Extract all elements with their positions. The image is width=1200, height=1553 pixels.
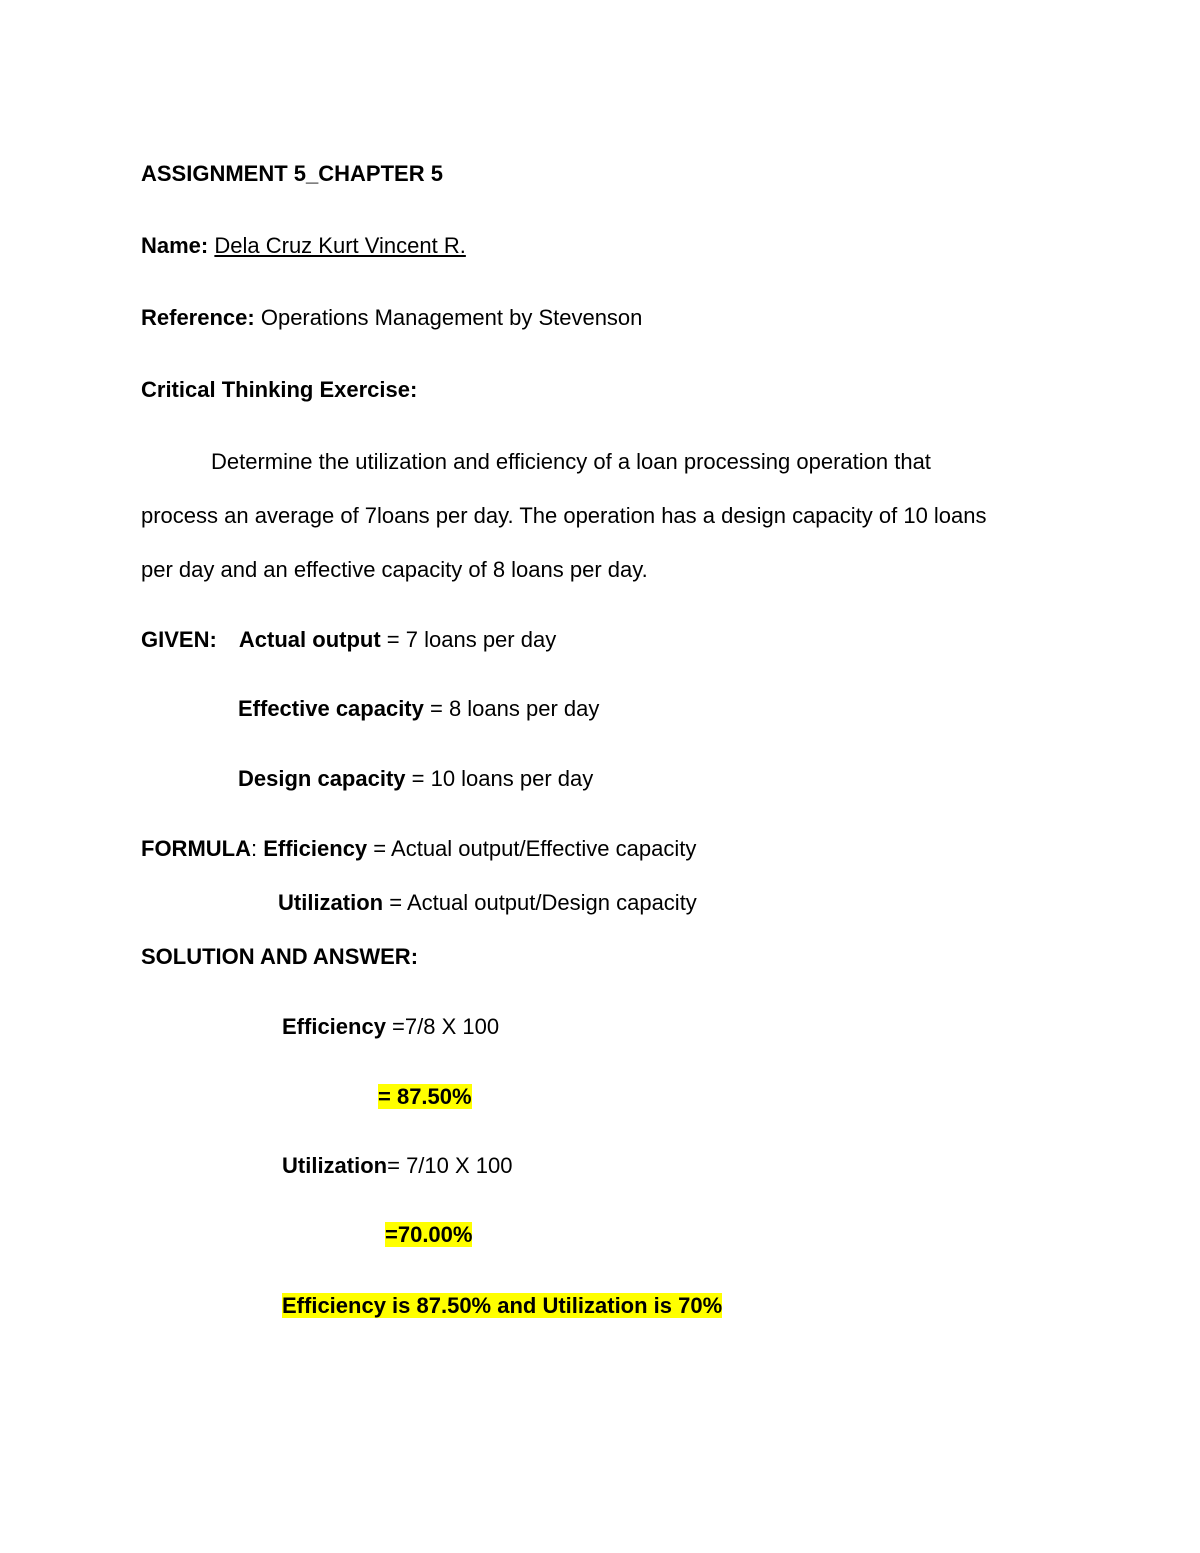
given-term: Effective capacity xyxy=(238,696,424,721)
solution-efficiency-expr xyxy=(282,1014,499,1040)
given-label: GIVEN: xyxy=(141,627,217,652)
solution-utilization-result xyxy=(385,1222,472,1248)
solution-term: Utilization xyxy=(282,1153,388,1178)
given-value: = 8 loans per day xyxy=(423,696,600,721)
given-term: Actual output xyxy=(238,627,381,652)
name-label: Name: xyxy=(141,233,209,258)
given-term: Design capacity xyxy=(238,766,406,791)
problem-line-3: per day and an effective capacity of 8 loans per day. xyxy=(141,557,648,582)
formula-row-efficiency xyxy=(141,836,696,862)
given-value: = 7 loans per day xyxy=(380,627,557,652)
solution-term: Efficiency xyxy=(282,1014,386,1039)
solution-expr: =7/8 X 100 xyxy=(385,1014,500,1039)
name-value: Dela Cruz Kurt Vincent R. xyxy=(214,233,466,258)
formula-term: Utilization xyxy=(278,890,384,915)
solution-efficiency-result xyxy=(378,1084,472,1110)
formula-value: = Actual output/Effective capacity xyxy=(367,836,697,861)
formula-term: Efficiency xyxy=(263,836,368,861)
solution-utilization-expr xyxy=(282,1153,513,1179)
conclusion-highlight: Efficiency is 87.50% and Utilization is 70% xyxy=(282,1293,723,1318)
given-row-effective-capacity xyxy=(238,696,599,722)
given-value: = 10 loans per day xyxy=(405,766,594,791)
formula-value: = Actual output/Design capacity xyxy=(383,890,697,915)
formula-label: FORMULA xyxy=(141,836,251,861)
reference-label: Reference: xyxy=(141,305,255,330)
problem-line-2: process an average of 7loans per day. The operation has a design capacity of 10 loans xyxy=(141,503,987,528)
given-row-actual-output xyxy=(141,627,556,653)
formula-row-utilization xyxy=(278,890,697,916)
reference-value: Operations Management by Stevenson xyxy=(260,305,643,330)
solution-conclusion xyxy=(282,1293,722,1319)
given-row-design-capacity xyxy=(238,766,593,792)
solution-heading: SOLUTION AND ANSWER: xyxy=(141,944,419,969)
efficiency-result-highlight: = 87.50% xyxy=(378,1084,472,1109)
utilization-result-highlight: =70.00% xyxy=(385,1222,473,1247)
reference-row xyxy=(141,305,642,331)
document-title: ASSIGNMENT 5_CHAPTER 5 xyxy=(141,161,443,186)
solution-expr: = 7/10 X 100 xyxy=(387,1153,513,1178)
exercise-heading: Critical Thinking Exercise: xyxy=(141,377,418,402)
name-row xyxy=(141,233,466,259)
problem-line-1: Determine the utilization and efficiency of a loan processing operation that xyxy=(211,449,931,474)
formula-sep: : xyxy=(250,836,258,861)
